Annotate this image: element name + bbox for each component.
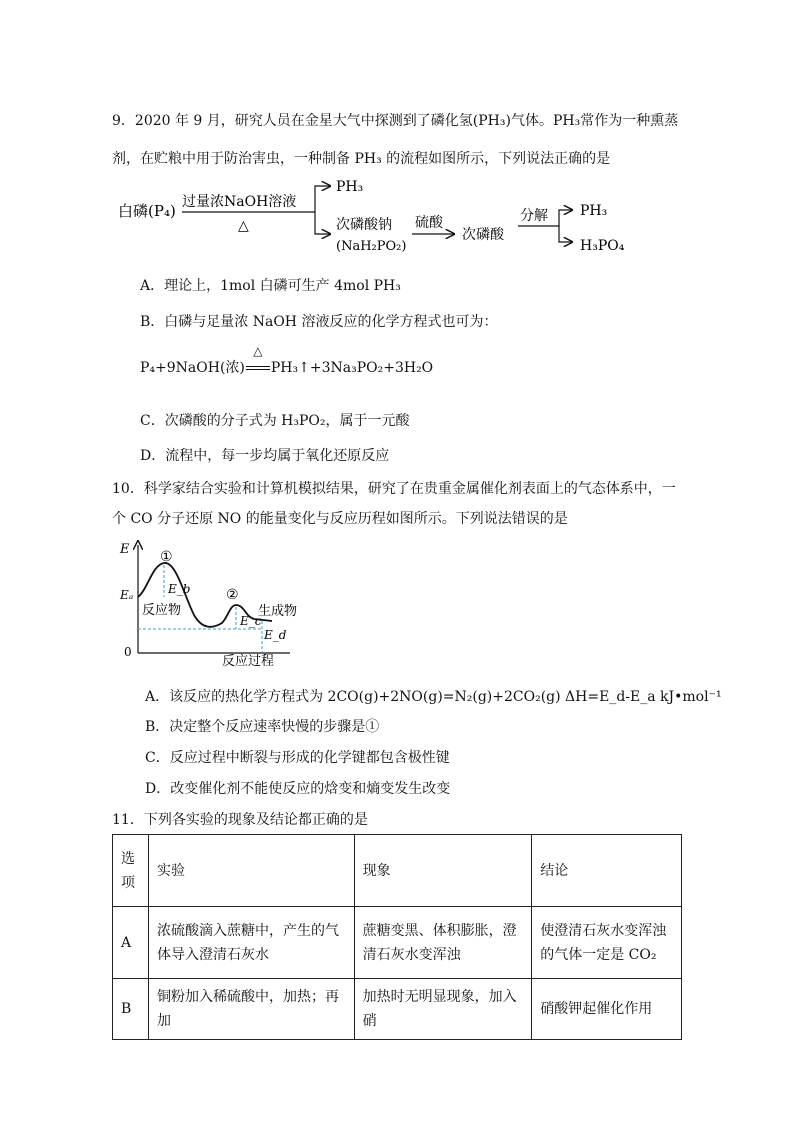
flow-reagent: 过量浓NaOH溶液	[182, 194, 297, 210]
cell-experiment: 铜粉加入稀硫酸中，加热；再加	[148, 979, 354, 1040]
header-conclusion: 结论	[532, 835, 682, 907]
flow-acid: 次磷酸	[462, 227, 504, 243]
flow-product-top: PH₃	[336, 179, 364, 195]
flow-branch-top-arrow	[308, 186, 330, 212]
q9-flow-diagram	[112, 172, 672, 262]
q10-option-c: C．反应过程中断裂与形成的化学键都包含极性键	[145, 750, 450, 766]
equation-condition: △	[253, 344, 263, 358]
ea-label: Eₐ	[120, 588, 134, 602]
q10-option-d: D．改变催化剂不能使反应的焓变和熵变发生改变	[145, 781, 451, 797]
cell-conclusion: 使澄清石灰水变浑浊的气体一定是 CO₂	[532, 907, 682, 979]
y-axis-label: E	[120, 542, 130, 557]
reactant-label: 反应物	[142, 603, 182, 618]
flow-branch-bottom-arrow	[315, 212, 330, 234]
q9-option-b-equation	[140, 344, 434, 377]
product-label: 生成物	[258, 604, 298, 619]
q9-option-d: D．流程中，每一步均属于氧化还原反应	[140, 448, 390, 464]
header-option: 选项	[113, 835, 149, 907]
origin-label: 0	[124, 645, 132, 659]
q10-stem-line1: 10．科学家结合实验和计算机模拟结果，研究了在贵重金属催化剂表面上的气态体系中，一	[112, 481, 676, 497]
flow-intermediate: 次磷酸钠	[336, 217, 392, 233]
table-row	[113, 907, 682, 979]
q10-energy-diagram	[112, 535, 312, 675]
flow-start: 白磷(P₄)	[118, 202, 176, 220]
equation-condition-sign	[245, 344, 271, 376]
flow-intermediate-formula: (NaH₂PO₂)	[336, 239, 407, 254]
ec-label: E_c	[240, 614, 262, 628]
table-header-row	[113, 835, 682, 907]
q9-option-c: C．次磷酸的分子式为 H₃PO₂，属于一元酸	[140, 413, 410, 429]
q9-option-b: B．白磷与足量浓 NaOH 溶液反应的化学方程式也可为：	[140, 314, 498, 330]
flow-final-bottom-arrow	[559, 226, 572, 242]
q11-table	[112, 834, 682, 1040]
cell-phenomenon: 加热时无明显现象，加入硝	[354, 979, 532, 1040]
table-row	[113, 979, 682, 1040]
flow-step2: 硫酸	[415, 215, 443, 231]
cell-experiment: 浓硫酸滴入蔗糖中，产生的气体导入澄清石灰水	[148, 907, 354, 979]
x-axis-label: 反应过程	[222, 654, 275, 669]
equation-left: P₄+9NaOH(浓)	[140, 360, 245, 376]
cell-option: B	[113, 979, 149, 1040]
flow-final1: PH₃	[580, 203, 608, 219]
q11-stem: 11．下列各实验的现象及结论都正确的是	[112, 812, 368, 828]
equation-right: PH₃↑+3Na₃PO₂+3H₂O	[270, 360, 434, 376]
q9-stem-line1: 9．2020 年 9 月，研究人员在金星大气中探测到了磷化氢(PH₃)气体。PH₃常作为一种熏蒸	[112, 113, 679, 129]
q10-stem-line2: 个 CO 分子还原 NO 的能量变化与反应历程如图所示。下列说法错误的是	[112, 511, 568, 527]
header-phenomenon: 现象	[354, 835, 532, 907]
ed-label: E_d	[264, 628, 287, 642]
q9-stem-line2: 剂，在贮粮中用于防治害虫，一种制备 PH₃ 的流程如图所示，下列说法正确的是	[112, 151, 611, 167]
peak2-label: ②	[226, 587, 239, 603]
peak1-label: ①	[160, 549, 173, 565]
flow-final-top-arrow	[554, 210, 572, 226]
cell-option: A	[113, 907, 149, 979]
flow-condition: △	[238, 218, 249, 234]
eb-label: E_b	[168, 582, 191, 596]
header-experiment: 实验	[148, 835, 354, 907]
cell-conclusion: 硝酸钾起催化作用	[532, 979, 682, 1040]
flow-final2: H₃PO₄	[580, 238, 625, 254]
q10-option-a: A．该反应的热化学方程式为 2CO(g)+2NO(g)=N₂(g)+2CO₂(g) ΔH=E_d-E_a kJ•mol⁻¹	[145, 689, 722, 705]
q10-option-b: B．决定整个反应速率快慢的步骤是①	[145, 719, 380, 735]
q9-option-a: A．理论上，1mol 白磷可生产 4mol PH₃	[140, 278, 401, 294]
cell-phenomenon: 蔗糖变黑、体积膨胀，澄清石灰水变浑浊	[354, 907, 532, 979]
flow-step3: 分解	[520, 208, 548, 224]
